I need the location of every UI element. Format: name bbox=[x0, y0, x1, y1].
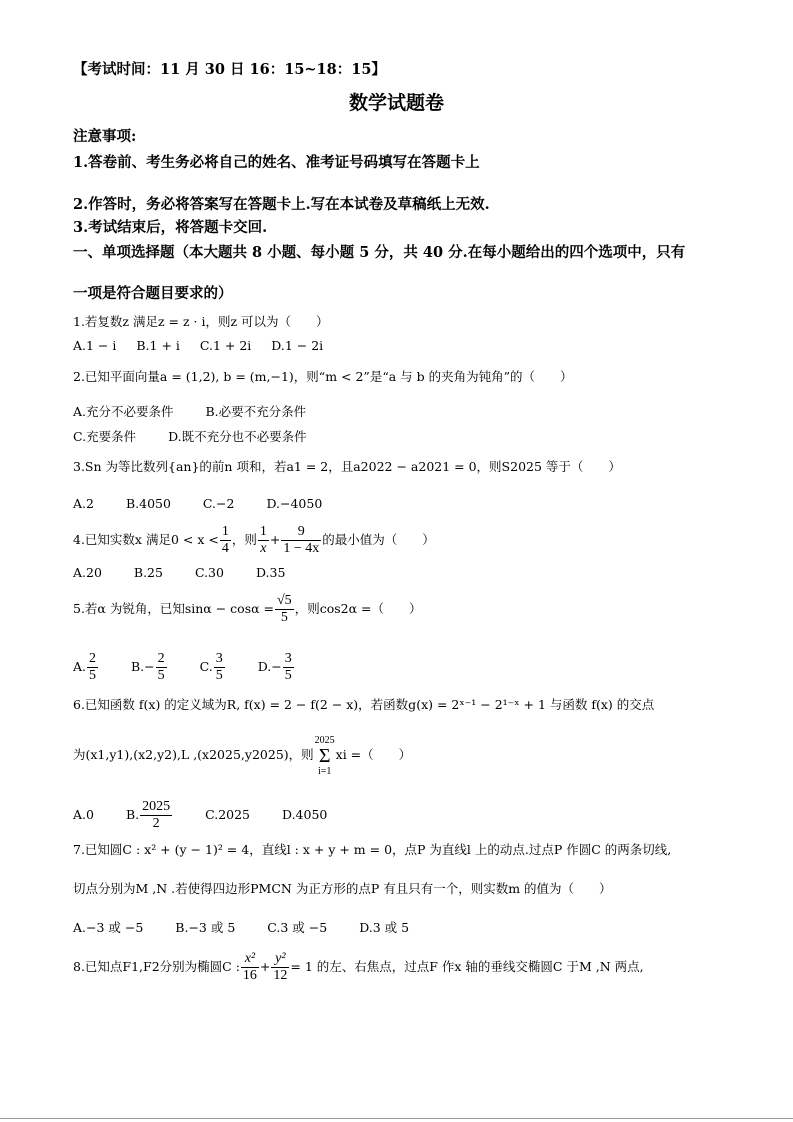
option-fraction bbox=[156, 651, 167, 684]
question-6-line1: 6.已知函数 f(x) 的定义域为R, f(x) = 2 − f(2 − x)，若函数g(x) = 2ˣ⁻¹ − 2¹⁻ˣ + 1 与函数 f(x) 的交点 bbox=[73, 697, 655, 712]
numerator: 2025 bbox=[142, 799, 171, 814]
stem-part-b: ，则cos2α =（ ） bbox=[294, 601, 422, 616]
numerator: y² bbox=[271, 951, 289, 968]
stem-part-c: 的最小值为（ ） bbox=[322, 532, 435, 547]
denominator: 5 bbox=[89, 668, 97, 683]
denominator: 2 bbox=[152, 816, 160, 831]
option-d: D.1 − 2i bbox=[271, 338, 324, 353]
sigma-symbol: Σ bbox=[318, 744, 331, 767]
numerator: √5 bbox=[277, 593, 292, 608]
option-fraction bbox=[140, 799, 172, 832]
option-d: D.−4050 bbox=[266, 496, 323, 511]
fraction-sqrt5-over-5 bbox=[275, 593, 294, 626]
page-bottom-divider bbox=[0, 1118, 793, 1119]
question-2-stem: 2.已知平面向量a = (1,2), b = (m,−1)，则“m < 2”是“a 与 b 的夹角为钝角”的（ ） bbox=[73, 369, 573, 384]
option-d: D.4050 bbox=[282, 807, 328, 822]
question-3-options bbox=[73, 496, 350, 512]
option-a: A.2 bbox=[73, 496, 94, 511]
notice-item-1: 1.答卷前、考生务必将自己的姓名、准考证号码填写在答题卡上 bbox=[73, 154, 480, 171]
denominator: 1 − 4x bbox=[283, 541, 320, 556]
plus-sign: + bbox=[269, 532, 281, 547]
fraction-nine bbox=[281, 524, 321, 557]
question-5-options bbox=[73, 648, 323, 686]
question-6-line2 bbox=[73, 734, 411, 777]
numerator: 2 bbox=[89, 651, 97, 666]
stem-part-b: xi =（ ） bbox=[335, 747, 412, 762]
option-c: C.充要条件 bbox=[73, 429, 137, 444]
option-c: C.2025 bbox=[205, 807, 251, 822]
option-fraction bbox=[214, 651, 225, 684]
numerator: 2 bbox=[157, 651, 165, 666]
option-c: C.1 + 2i bbox=[199, 338, 252, 353]
option-d bbox=[258, 648, 295, 686]
exam-time: 【考试时间：11 月 30 日 16：15~18：15】 bbox=[73, 61, 386, 78]
stem-part-a: 为(x1,y1),(x2,y2),L ,(x2025,y2025)，则 bbox=[73, 747, 314, 762]
section-heading-line2: 一项是符合题目要求的） bbox=[73, 285, 233, 302]
denominator: 5 bbox=[280, 610, 288, 625]
numerator: 9 bbox=[281, 524, 321, 541]
denominator: 4 bbox=[221, 541, 229, 556]
sum-lower-limit: i=1 bbox=[317, 765, 332, 777]
question-1-options bbox=[73, 338, 339, 354]
sum-upper-limit: 2025 bbox=[314, 734, 335, 746]
option-label: C. bbox=[199, 659, 213, 674]
question-7-options bbox=[73, 920, 437, 936]
notice-item-3: 3.考试结束后，将答题卡交回. bbox=[73, 219, 268, 236]
denominator: 5 bbox=[157, 668, 165, 683]
question-2-options-row1 bbox=[73, 404, 334, 420]
fraction-quarter bbox=[220, 524, 231, 557]
option-a: A.−3 或 −5 bbox=[73, 920, 144, 935]
option-label: B.− bbox=[131, 659, 155, 674]
numerator: 1 bbox=[221, 524, 229, 539]
fraction-x2-over-16 bbox=[241, 951, 259, 984]
option-b bbox=[131, 648, 168, 686]
option-label: A. bbox=[73, 659, 87, 674]
denominator: 5 bbox=[284, 668, 292, 683]
denominator: 12 bbox=[273, 968, 288, 983]
question-2-options-row2 bbox=[73, 429, 335, 445]
question-1-stem: 1.若复数z 满足z = z · i，则z 可以为（ ） bbox=[73, 314, 329, 329]
numerator: 1 bbox=[259, 524, 267, 539]
question-4-stem bbox=[73, 522, 435, 558]
question-7-line2: 切点分别为M ,N .若使得四边形PMCN 为正方形的点P 有且只有一个，则实数m 的值为（ ） bbox=[73, 881, 612, 896]
numerator: 3 bbox=[215, 651, 223, 666]
fraction-one-over-x bbox=[258, 524, 269, 557]
option-b: B.−3 或 5 bbox=[175, 920, 236, 935]
option-fraction bbox=[283, 651, 294, 684]
option-b: B.1 + i bbox=[136, 338, 180, 353]
option-c: C.−2 bbox=[202, 496, 235, 511]
option-d: D.既不充分也不必要条件 bbox=[168, 429, 307, 444]
denominator: 16 bbox=[242, 968, 257, 983]
question-6-options bbox=[73, 796, 355, 834]
denominator: 5 bbox=[215, 668, 223, 683]
option-c: C.3 或 −5 bbox=[267, 920, 328, 935]
option-d: D.3 或 5 bbox=[359, 920, 410, 935]
summation bbox=[315, 735, 335, 777]
denominator: x bbox=[260, 541, 267, 556]
page-title: 数学试题卷 bbox=[348, 92, 444, 114]
stem-part-a: 8.已知点F1,F2分别为椭圆C : bbox=[73, 959, 240, 974]
option-b: B.4050 bbox=[125, 496, 171, 511]
option-b: B.25 bbox=[133, 565, 163, 580]
fraction-y2-over-12 bbox=[271, 951, 289, 984]
question-5-stem bbox=[73, 590, 421, 628]
question-4-options bbox=[73, 565, 313, 581]
option-a: A.充分不必要条件 bbox=[73, 404, 174, 419]
notice-item-2: 2.作答时，务必将答案写在答题卡上.写在本试卷及草稿纸上无效. bbox=[73, 196, 490, 213]
section-heading-line1: 一、单项选择题（本大题共 8 小题、每小题 5 分，共 40 分.在每小题给出的四个选项中，只有 bbox=[73, 244, 686, 261]
option-b: B.必要不充分条件 bbox=[205, 404, 307, 419]
question-3-stem: 3.Sn 为等比数列{an}的前n 项和，若a1 = 2，且a2022 − a2021 = 0，则S2025 等于（ ） bbox=[73, 459, 621, 474]
notice-heading: 注意事项: bbox=[73, 128, 137, 145]
option-label: B. bbox=[125, 807, 140, 822]
option-a: A.1 − i bbox=[73, 338, 117, 353]
option-a: A.20 bbox=[73, 565, 102, 580]
question-7-line1: 7.已知圆C : x² + (y − 1)² = 4，直线l : x + y + m = 0，点P 为直线l 上的动点.过点P 作圆C 的两条切线, bbox=[73, 842, 672, 857]
plus-sign: + bbox=[259, 959, 271, 974]
option-c: C.30 bbox=[194, 565, 224, 580]
numerator: x² bbox=[241, 951, 259, 968]
option-a bbox=[73, 648, 99, 686]
stem-part-a: 5.若α 为锐角，已知sinα − cosα = bbox=[73, 601, 274, 616]
stem-part-b: = 1 的左、右焦点，过点F 作x 轴的垂线交椭圆C 于M ,N 两点, bbox=[290, 959, 644, 974]
option-b bbox=[126, 796, 173, 834]
option-c bbox=[200, 648, 226, 686]
numerator: 3 bbox=[284, 651, 292, 666]
question-8-stem bbox=[73, 948, 644, 986]
option-a: A.0 bbox=[73, 807, 94, 822]
stem-part-b: ，则 bbox=[231, 532, 257, 547]
option-fraction bbox=[87, 651, 98, 684]
option-d: D.35 bbox=[255, 565, 286, 580]
stem-part-a: 4.已知实数x 满足0 < x < bbox=[73, 532, 219, 547]
option-label: D.− bbox=[257, 659, 282, 674]
